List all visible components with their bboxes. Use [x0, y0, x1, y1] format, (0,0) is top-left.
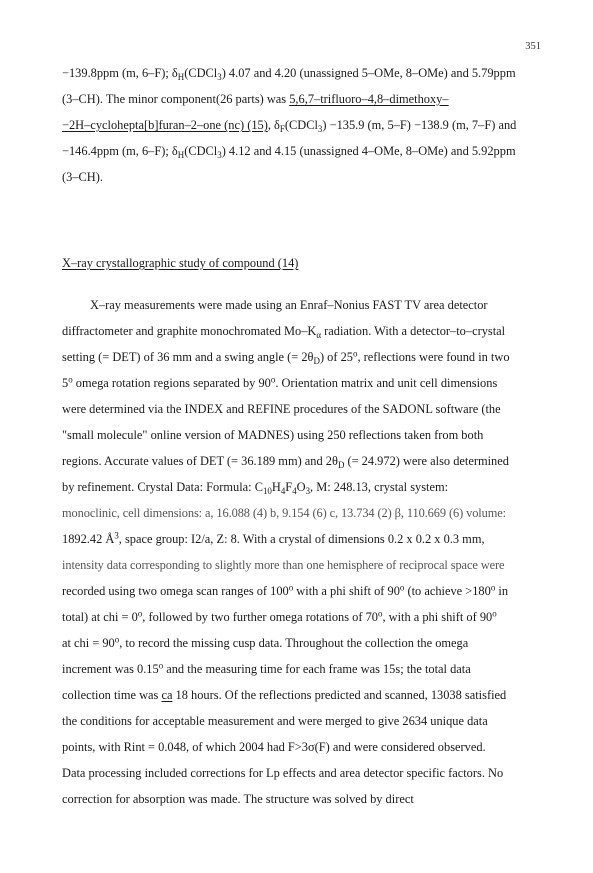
text-span: monoclinic, cell dimensions: a, 16.088 (4) b, 9.154 (6) c, 13.734 (2) β, 110.669 (6) volume: — [62, 506, 507, 520]
superscript: o — [490, 582, 496, 593]
text-span: , to record the missing cusp data. Throughout the collection the omega — [119, 636, 469, 650]
text-span: (3–CH). — [62, 170, 103, 184]
text-span: (3–CH). The minor component(26 parts) was — [62, 92, 290, 106]
subscript: α — [316, 330, 322, 341]
text-line — [62, 480, 448, 495]
superscript: o — [158, 660, 164, 671]
subscript: D — [337, 460, 345, 471]
superscript: o — [114, 634, 120, 645]
text-span: ) of 25 — [319, 350, 353, 364]
superscript: o — [137, 608, 143, 619]
text-span: 1892.42 Å — [62, 532, 115, 546]
text-line — [62, 792, 414, 807]
text-line — [62, 584, 508, 599]
text-span: at chi = 90 — [62, 636, 115, 650]
text-span: O — [296, 480, 306, 494]
text-span: setting (= DET) of 36 mm and a swing angle (= 2θ — [62, 350, 314, 364]
text-span: (= 24.972) were also determined — [344, 454, 509, 468]
text-line — [62, 766, 503, 781]
text-span: X–ray measurements were made using an Enraf–Nonius FAST TV area detector — [90, 298, 488, 312]
text-span: in — [495, 584, 509, 598]
subscript: 4 — [292, 486, 297, 497]
text-line — [62, 92, 449, 107]
text-span: total) at chi = 0 — [62, 610, 138, 624]
superscript: o — [288, 582, 294, 593]
text-span: , $\delta_F(CDCl_3) -135.9$ (m, 5–F) −138.9 (m, 7–F) and — [267, 118, 517, 135]
text-span: with a phi shift of 90 — [293, 584, 400, 598]
text-span: , reflections were found in two — [357, 350, 510, 364]
text-line — [62, 118, 516, 133]
text-span: H — [271, 480, 281, 494]
page-number: 351 — [525, 41, 541, 52]
text-span: by refinement. Crystal Data: Formula: C — [62, 480, 263, 494]
text-span: 5 — [62, 376, 69, 390]
text-line — [62, 454, 509, 469]
text-line — [90, 298, 488, 313]
text-line — [62, 558, 504, 573]
text-line — [62, 714, 488, 729]
text-span: omega rotation regions separated by 90 — [72, 376, 271, 390]
superscript: o — [377, 608, 383, 619]
text-span: radiation. With a detector–to–crystal — [321, 324, 506, 338]
text-span: 18 hours. Of the reflections predicted and scanned, 13038 satisfied — [172, 688, 507, 702]
text-span: F — [285, 480, 293, 494]
text-line — [62, 376, 497, 391]
text-span: (to achieve >180 — [404, 584, 491, 598]
text-line — [62, 66, 516, 81]
superscript: o — [352, 348, 358, 359]
text-span: "small molecule" online version of MADNES) using 250 reflections taken from both — [62, 428, 484, 442]
text-line — [62, 402, 501, 417]
subscript: D — [313, 356, 320, 367]
text-line — [62, 662, 471, 677]
superscript: 3 — [114, 530, 119, 541]
text-line — [62, 740, 486, 755]
text-span: Data processing included corrections for Lp effects and area detector specific factors. No — [62, 766, 504, 780]
text-line — [62, 144, 516, 159]
text-line — [62, 350, 510, 365]
superscript: o — [492, 608, 497, 619]
text-span: correction for absorption was made. The structure was solved by direct — [62, 792, 414, 806]
subscript: 3 — [305, 486, 311, 497]
text-span: recorded using two omega scan ranges of 100 — [62, 584, 289, 598]
section-heading: X–ray crystallographic study of compound (14) — [62, 256, 299, 270]
text-line — [62, 170, 103, 185]
text-line — [62, 506, 506, 521]
text-line — [62, 324, 505, 339]
text-span: , followed by two further omega rotations of 70 — [142, 610, 378, 624]
text-span: , with a phi shift of 90 — [382, 610, 493, 624]
text-span: −139.8ppm (m, 6–F); $\delta_H(CDCl_3)$ 4.07 and 4.20 (unassigned 5–OMe, 8–OMe) and 5.79ppm — [62, 66, 516, 83]
compound-name-underlined: −2H–cyclohepta[b]furan–2–one (nc) (15) — [62, 118, 268, 132]
text-line — [62, 532, 485, 547]
text-span: increment was 0.15 — [62, 662, 159, 676]
text-span: regions. Accurate values of DET (= 36.189 mm) and 2θ — [62, 454, 338, 468]
text-span: were determined via the INDEX and REFINE procedures of the SADONL software (the — [62, 402, 501, 416]
subscript: 10 — [262, 486, 272, 497]
text-line — [62, 636, 468, 651]
superscript: o — [270, 374, 276, 385]
text-span: , M: 248.13, crystal system: — [310, 480, 449, 494]
text-line — [62, 610, 497, 625]
compound-name-underlined: 5,6,7–trifluoro–4,8–dimethoxy– — [289, 92, 449, 106]
text-span: , space group: I2/a, Z: 8. With a crystal of dimensions 0.2 x 0.2 x 0.3 mm, — [118, 532, 485, 546]
superscript: o — [399, 582, 405, 593]
text-line — [62, 688, 506, 703]
text-span: points, with Rint = 0.048, of which 2004 had F>3σ(F) and were considered observed. — [62, 740, 486, 754]
superscript: o — [68, 374, 73, 385]
text-line — [62, 428, 483, 443]
text-span: and the measuring time for each frame was 15s; the total data — [163, 662, 471, 676]
abbrev-underlined: ca — [161, 688, 173, 702]
text-span: intensity data corresponding to slightly more than one hemisphere of reciprocal space were — [62, 558, 505, 572]
text-span: collection time was — [62, 688, 162, 702]
text-span: −146.4ppm (m, 6–F); $\delta_H(CDCl_3)$ 4.12 and 4.15 (unassigned 4–OMe, 8–OMe) and 5.92ppm — [62, 144, 516, 161]
text-span: . Orientation matrix and unit cell dimensions — [275, 376, 498, 390]
subscript: 4 — [280, 486, 286, 497]
text-span: the conditions for acceptable measurement and were merged to give 2634 unique data — [62, 714, 488, 728]
text-span: diffractometer and graphite monochromated Mo–K — [62, 324, 317, 338]
